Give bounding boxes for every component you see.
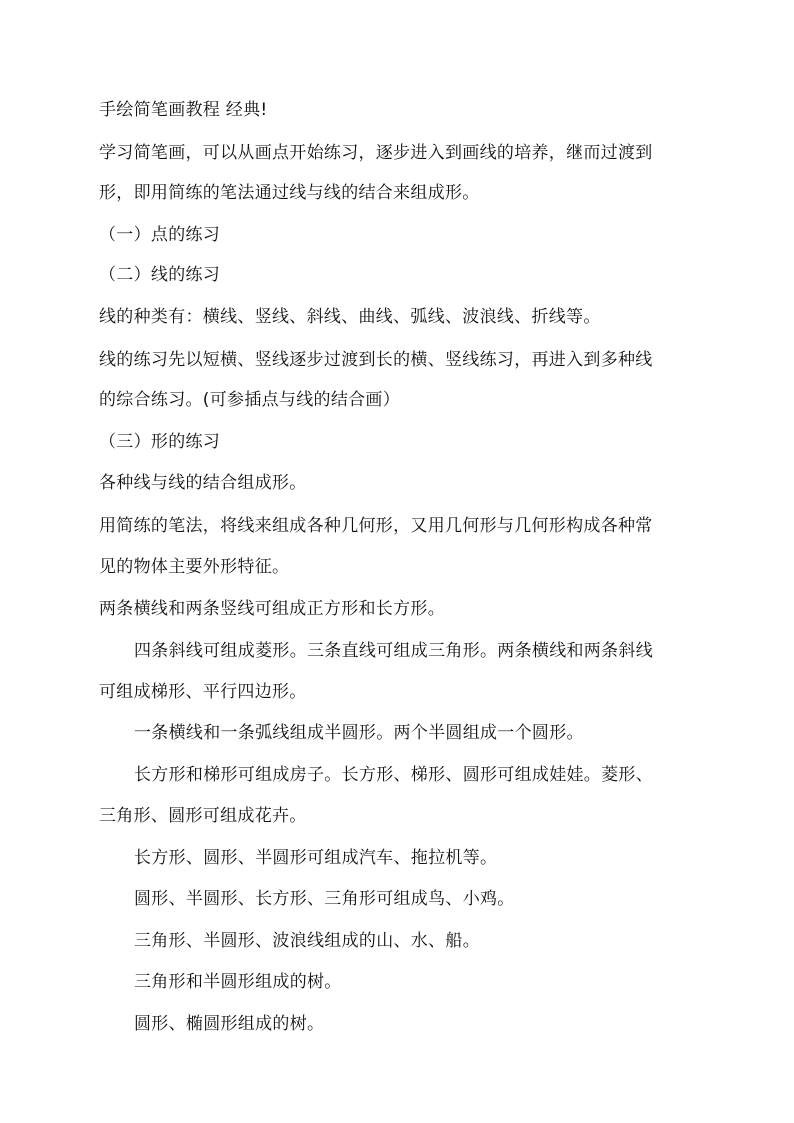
house-line-1: 长方形和梯形可组成房子。长方形、梯形、圆形可组成娃娃。菱形、 [134,765,653,785]
square-rectangle-paragraph: 两条横线和两条竖线可组成正方形和长方形。 [99,599,445,619]
house-line-2: 三角形、圆形可组成花卉。 [99,806,307,826]
document-title: 手绘简笔画教程 经典! [99,100,268,120]
section-heading-lines: （二）线的练习 [99,265,221,285]
line-practice-line-1: 线的练习先以短横、竖线逐步过渡到长的横、竖线练习，再进入到多种线 [99,350,653,370]
shape-intro-paragraph: 各种线与线的结合组成形。 [99,473,307,493]
section-heading-shapes: （三）形的练习 [99,432,221,452]
semicircle-paragraph: 一条横线和一条弧线组成半圆形。两个半圆组成一个圆形。 [134,723,584,743]
bird-paragraph: 圆形、半圆形、长方形、三角形可组成鸟、小鸡。 [134,889,515,909]
intro-line-1: 学习简笔画，可以从画点开始练习，逐步进入到画线的培养，继而过渡到 [99,143,653,163]
shape-method-line-2: 见的物体主要外形特征。 [99,557,290,577]
tree-paragraph-1: 三角形和半圆形组成的树。 [134,972,342,992]
intro-line-2: 形，即用简练的笔法通过线与线的结合来组成形。 [99,183,480,203]
section-heading-points: （一）点的练习 [99,225,221,245]
line-practice-line-2: 的综合练习。(可参插点与线的结合画） [99,390,401,410]
car-paragraph: 长方形、圆形、半圆形可组成汽车、拖拉机等。 [134,848,498,868]
line-types-paragraph: 线的种类有：横线、竖线、斜线、曲线、弧线、波浪线、折线等。 [99,307,601,327]
tree-paragraph-2: 圆形、椭圆形组成的树。 [134,1014,325,1034]
rhombus-line-1: 四条斜线可组成菱形。三条直线可组成三角形。两条横线和两条斜线 [134,641,653,661]
rhombus-line-2: 可组成梯形、平行四边形。 [99,682,307,702]
shape-method-line-1: 用简练的笔法，将线来组成各种几何形，又用几何形与几何形构成各种常 [99,516,653,536]
mountain-paragraph: 三角形、半圆形、波浪线组成的山、水、船。 [134,931,480,951]
